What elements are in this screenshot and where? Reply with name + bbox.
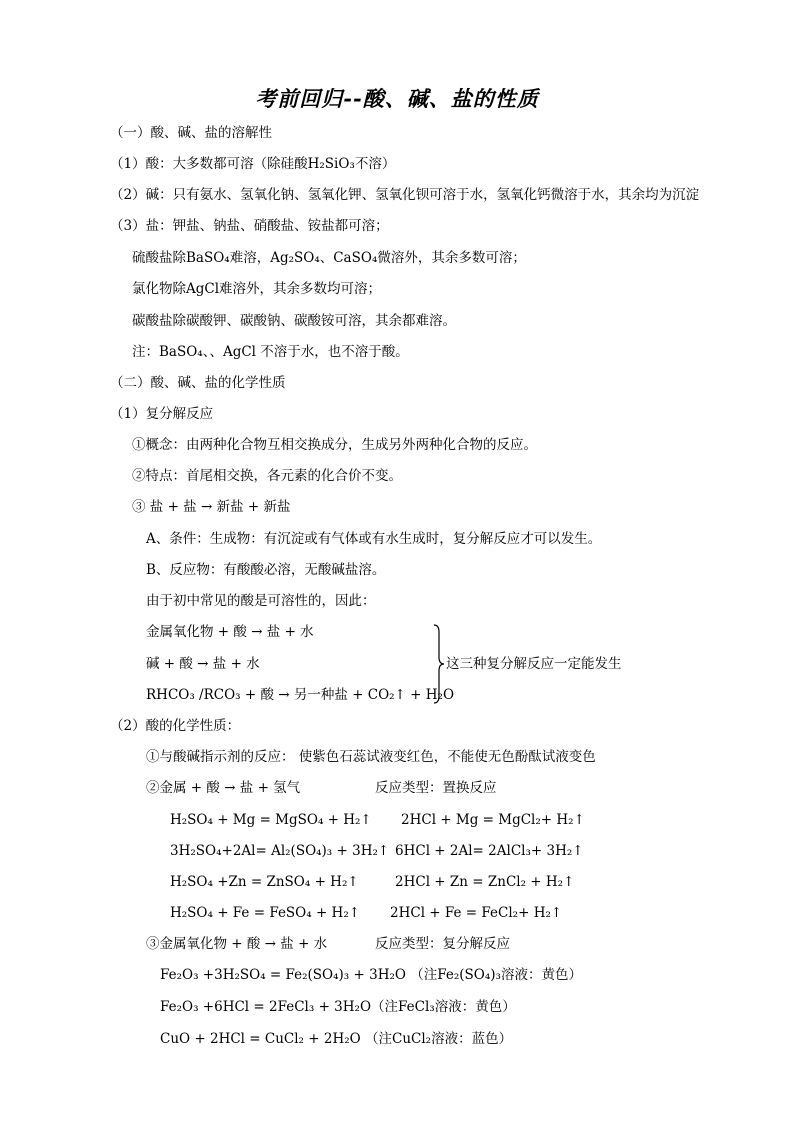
- carbonate-line: 碳酸盐除碳酸钾、碳酸钠、碳酸铵可溶，其余都难溶。: [132, 313, 456, 329]
- reactant-line: B、反应物：有酸酸必溶，无酸碱盐溶。: [146, 562, 386, 578]
- base-solubility-line: （2）碱：只有氨水、氢氧化钠、氢氧化钾、氢氧化钡可溶于水，氢氧化钙微溶于水，其余均为沉淀: [110, 187, 700, 203]
- feature-line: ②特点：首尾相交换，各元素的化合价不变。: [132, 468, 402, 484]
- equation-left-1: H₂SO₄ + Mg = MgSO₄ + H₂↑: [170, 812, 372, 828]
- metal-oxide-acid-type: 反应类型：复分解反应: [375, 936, 510, 952]
- brace-note: 这三种复分解反应一定能发生: [446, 656, 622, 672]
- equation-right-4: 2HCl + Fe = FeCl₂+ H₂↑: [390, 905, 563, 921]
- reaction-metal-oxide-acid: 金属氧化物 + 酸 → 盐 + 水: [146, 624, 314, 640]
- section-heading-chemical: （二）酸、碱、盐的化学性质: [110, 375, 286, 391]
- oxide-equation-2: Fe₂O₃ +6HCl = 2FeCl₃ + 3H₂O（注FeCl₃溶液：黄色）: [160, 999, 516, 1015]
- reaction-carbonate-acid: RHCO₃ /RCO₃ + 酸 → 另一种盐 + CO₂↑ + H₂O: [146, 687, 455, 703]
- sulfate-line: 硫酸盐除BaSO₄难溶，Ag₂SO₄、CaSO₄微溶外，其余多数可溶；: [132, 250, 526, 266]
- salt-solubility-line: （3）盐：钾盐、钠盐、硝酸盐、铵盐都可溶；: [110, 218, 389, 234]
- page-title: 考前回归--酸、碱、盐的性质: [255, 86, 539, 111]
- reaction-base-acid: 碱 + 酸 → 盐 + 水: [146, 656, 260, 672]
- condition-line: A、条件：生成物：有沉淀或有气体或有水生成时，复分解反应才可以发生。: [146, 531, 602, 547]
- note-insoluble-line: 注：BaSO₄、、AgCl 不溶于水，也不溶于酸。: [132, 344, 409, 360]
- indicator-line: ①与酸碱指示剂的反应： 使紫色石蕊试液变红色，不能使无色酚酞试液变色: [146, 749, 596, 765]
- equation-left-3: H₂SO₄ +Zn = ZnSO₄ + H₂↑: [170, 874, 359, 890]
- subheading-double-decomposition: （1）复分解反应: [110, 406, 214, 422]
- metal-acid-type: 反应类型：置换反应: [375, 780, 497, 796]
- concept-line: ①概念：由两种化合物互相交换成分，生成另外两种化合物的反应。: [132, 437, 537, 453]
- subheading-acid-properties: （2）酸的化学性质：: [110, 718, 241, 734]
- acid-solubility-line: （1）酸：大多数都可溶（除硅酸H₂SiO₃不溶）: [110, 156, 396, 172]
- chloride-line: 氯化物除AgCl难溶外，其余多数均可溶；: [132, 281, 382, 297]
- equation-left-4: H₂SO₄ + Fe = FeSO₄ + H₂↑: [170, 905, 361, 921]
- oxide-equation-1: Fe₂O₃ +3H₂SO₄ = Fe₂(SO₄)₃ + 3H₂O （注Fe₂(SO₄)₃溶液：黄色）: [160, 967, 582, 983]
- equation-left-2: 3H₂SO₄+2Al= Al₂(SO₄)₃ + 3H₂↑: [170, 843, 390, 859]
- curly-brace: [433, 624, 445, 704]
- metal-acid-line: ②金属 + 酸 → 盐 + 氢气: [146, 780, 301, 796]
- metal-oxide-acid-line: ③金属氧化物 + 酸 → 盐 + 水: [146, 936, 328, 952]
- salt-salt-line: ③ 盐 + 盐 → 新盐 + 新盐: [132, 499, 291, 515]
- equation-right-2: 6HCl + 2Al= 2AlCl₃+ 3H₂↑: [395, 843, 584, 859]
- equation-right-3: 2HCl + Zn = ZnCl₂ + H₂↑: [395, 874, 575, 890]
- equation-right-1: 2HCl + Mg = MgCl₂+ H₂↑: [401, 812, 585, 828]
- oxide-equation-3: CuO + 2HCl = CuCl₂ + 2H₂O （注CuCl₂溶液：蓝色）: [160, 1031, 513, 1047]
- section-heading-solubility: （一）酸、碱、盐的溶解性: [110, 125, 272, 141]
- common-acid-note: 由于初中常见的酸是可溶性的，因此：: [146, 593, 376, 609]
